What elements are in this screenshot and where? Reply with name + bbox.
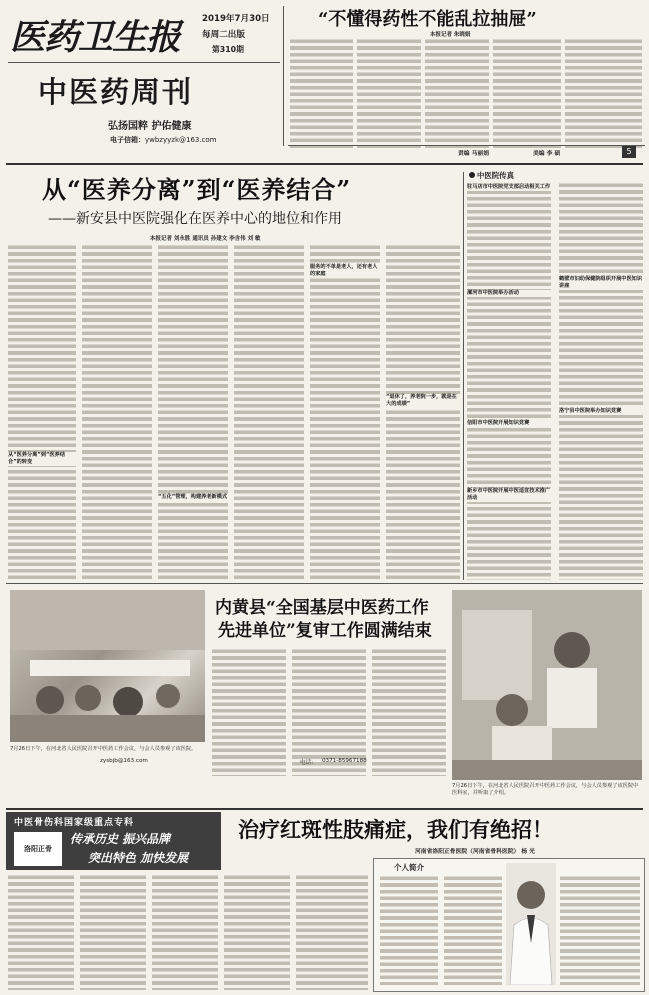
lead-story-subtitle: ——新安县中医院强化在医养中心的地位和作用 — [48, 211, 342, 227]
news-item-2: 漯河市中医院举办活动 — [467, 290, 551, 297]
second-story-body — [212, 648, 446, 776]
news-bullet-icon — [469, 172, 475, 178]
profile-heading: 个人简介 — [394, 863, 424, 872]
designer-credit: 美编 李 硕 — [533, 151, 561, 157]
lead-subhead-4: “退休了，养老院一步，就是在大的成绩” — [386, 394, 460, 408]
lead-story-byline: 本报记者 刘永胜 通讯员 孙建文 李含伟 刘 敏 — [150, 236, 261, 242]
hospital-slogan-2: 突出特色 加快发展 — [88, 851, 189, 865]
doctor-portrait — [506, 863, 556, 985]
hospital-banner-heading: 中医骨伤科国家级重点专科 — [14, 818, 135, 828]
page-footer-bar — [288, 145, 645, 160]
clinic-photo-caption: 7月26日下午，在河北省人民医院召开中医药工作会议，与会人员参观了该医院中医科室，并听取了介绍。 — [452, 783, 639, 796]
news-column-heading: 中医院传真 — [469, 170, 514, 181]
lead-subhead-1: 从“医养分离”到“医养结合”的转变 — [8, 452, 76, 466]
news-item-6: 洛宁县中医院举办知识竞赛 — [559, 408, 643, 415]
contact-phone-label: 电话： — [300, 760, 317, 766]
top-story-reporter: 本报记者 朱晓娟 — [430, 32, 471, 38]
lead-story-title: 从“医养分离”到“医养结合” — [42, 175, 352, 204]
news-item-4: 信阳市中医院开展知识竞赛 — [467, 420, 551, 427]
publication-frequency: 每周二出版 — [202, 30, 245, 40]
lead-subhead-3: 服务的不单是老人，还有老人的家庭 — [310, 264, 382, 278]
news-item-5: 新乡市中医院开展中医适宜技术推广活动 — [467, 488, 551, 501]
second-story-title-2: 先进单位”复审工作圆满结束 — [218, 621, 432, 641]
editor-credit: 责编 马丽娟 — [458, 151, 490, 157]
profile-box — [373, 858, 645, 992]
hospital-banner — [6, 812, 221, 870]
hospital-logo — [14, 832, 62, 866]
email-line — [110, 135, 217, 145]
lead-subhead-2: “五化”管理，构建养老新模式 — [158, 494, 230, 501]
top-story-body — [290, 38, 642, 148]
page-number: 5 — [622, 146, 636, 158]
section-title: 中医药周刊 — [38, 75, 194, 109]
lead-story-body — [8, 244, 460, 580]
hospital-slogan-1: 传承历史 振兴品牌 — [70, 832, 171, 846]
hospital-name: 洛阳正骨 — [24, 844, 52, 853]
news-column — [467, 170, 643, 580]
contact-email: zysbjb@163.com — [100, 758, 148, 764]
issue-date: 2019年7月30日 — [202, 14, 270, 24]
section-slogan: 弘扬国粹 护佑健康 — [108, 121, 192, 132]
second-story-title-1: 内黄县“全国基层中医药工作 — [215, 598, 429, 618]
contact-line — [100, 758, 440, 768]
bottom-ad-title: 治疗红斑性肢痛症，我们有绝招！ — [238, 817, 553, 842]
masthead — [0, 0, 285, 150]
bottom-ad-body — [8, 874, 368, 990]
meeting-photo — [10, 590, 205, 742]
meeting-photo-caption: 7月26日下午，在河北省人民医院召开中医药工作会议，与会人员参观了该医院。 — [10, 746, 197, 752]
newspaper-logo: 医药卫生报 — [10, 17, 181, 58]
contact-phone: 0371-85967188 — [322, 758, 367, 764]
email-label: 电子信箱： — [110, 136, 145, 144]
news-item-3: 鹤壁市妇幼保健院组织开展中医知识讲座 — [559, 276, 643, 289]
email-address: ywbzyyzk@163.com — [145, 136, 217, 144]
top-story-title: “不懂得药性不能乱拉抽屉” — [318, 9, 537, 30]
news-item-1: 驻马店市中医院党支部启动相关工作 — [467, 184, 551, 190]
issue-number: 第310期 — [212, 45, 244, 54]
clinic-photo — [452, 590, 642, 780]
bottom-ad-subtitle: 河南省洛阳正骨医院（河南省骨科医院） 杨 光 — [415, 849, 535, 855]
